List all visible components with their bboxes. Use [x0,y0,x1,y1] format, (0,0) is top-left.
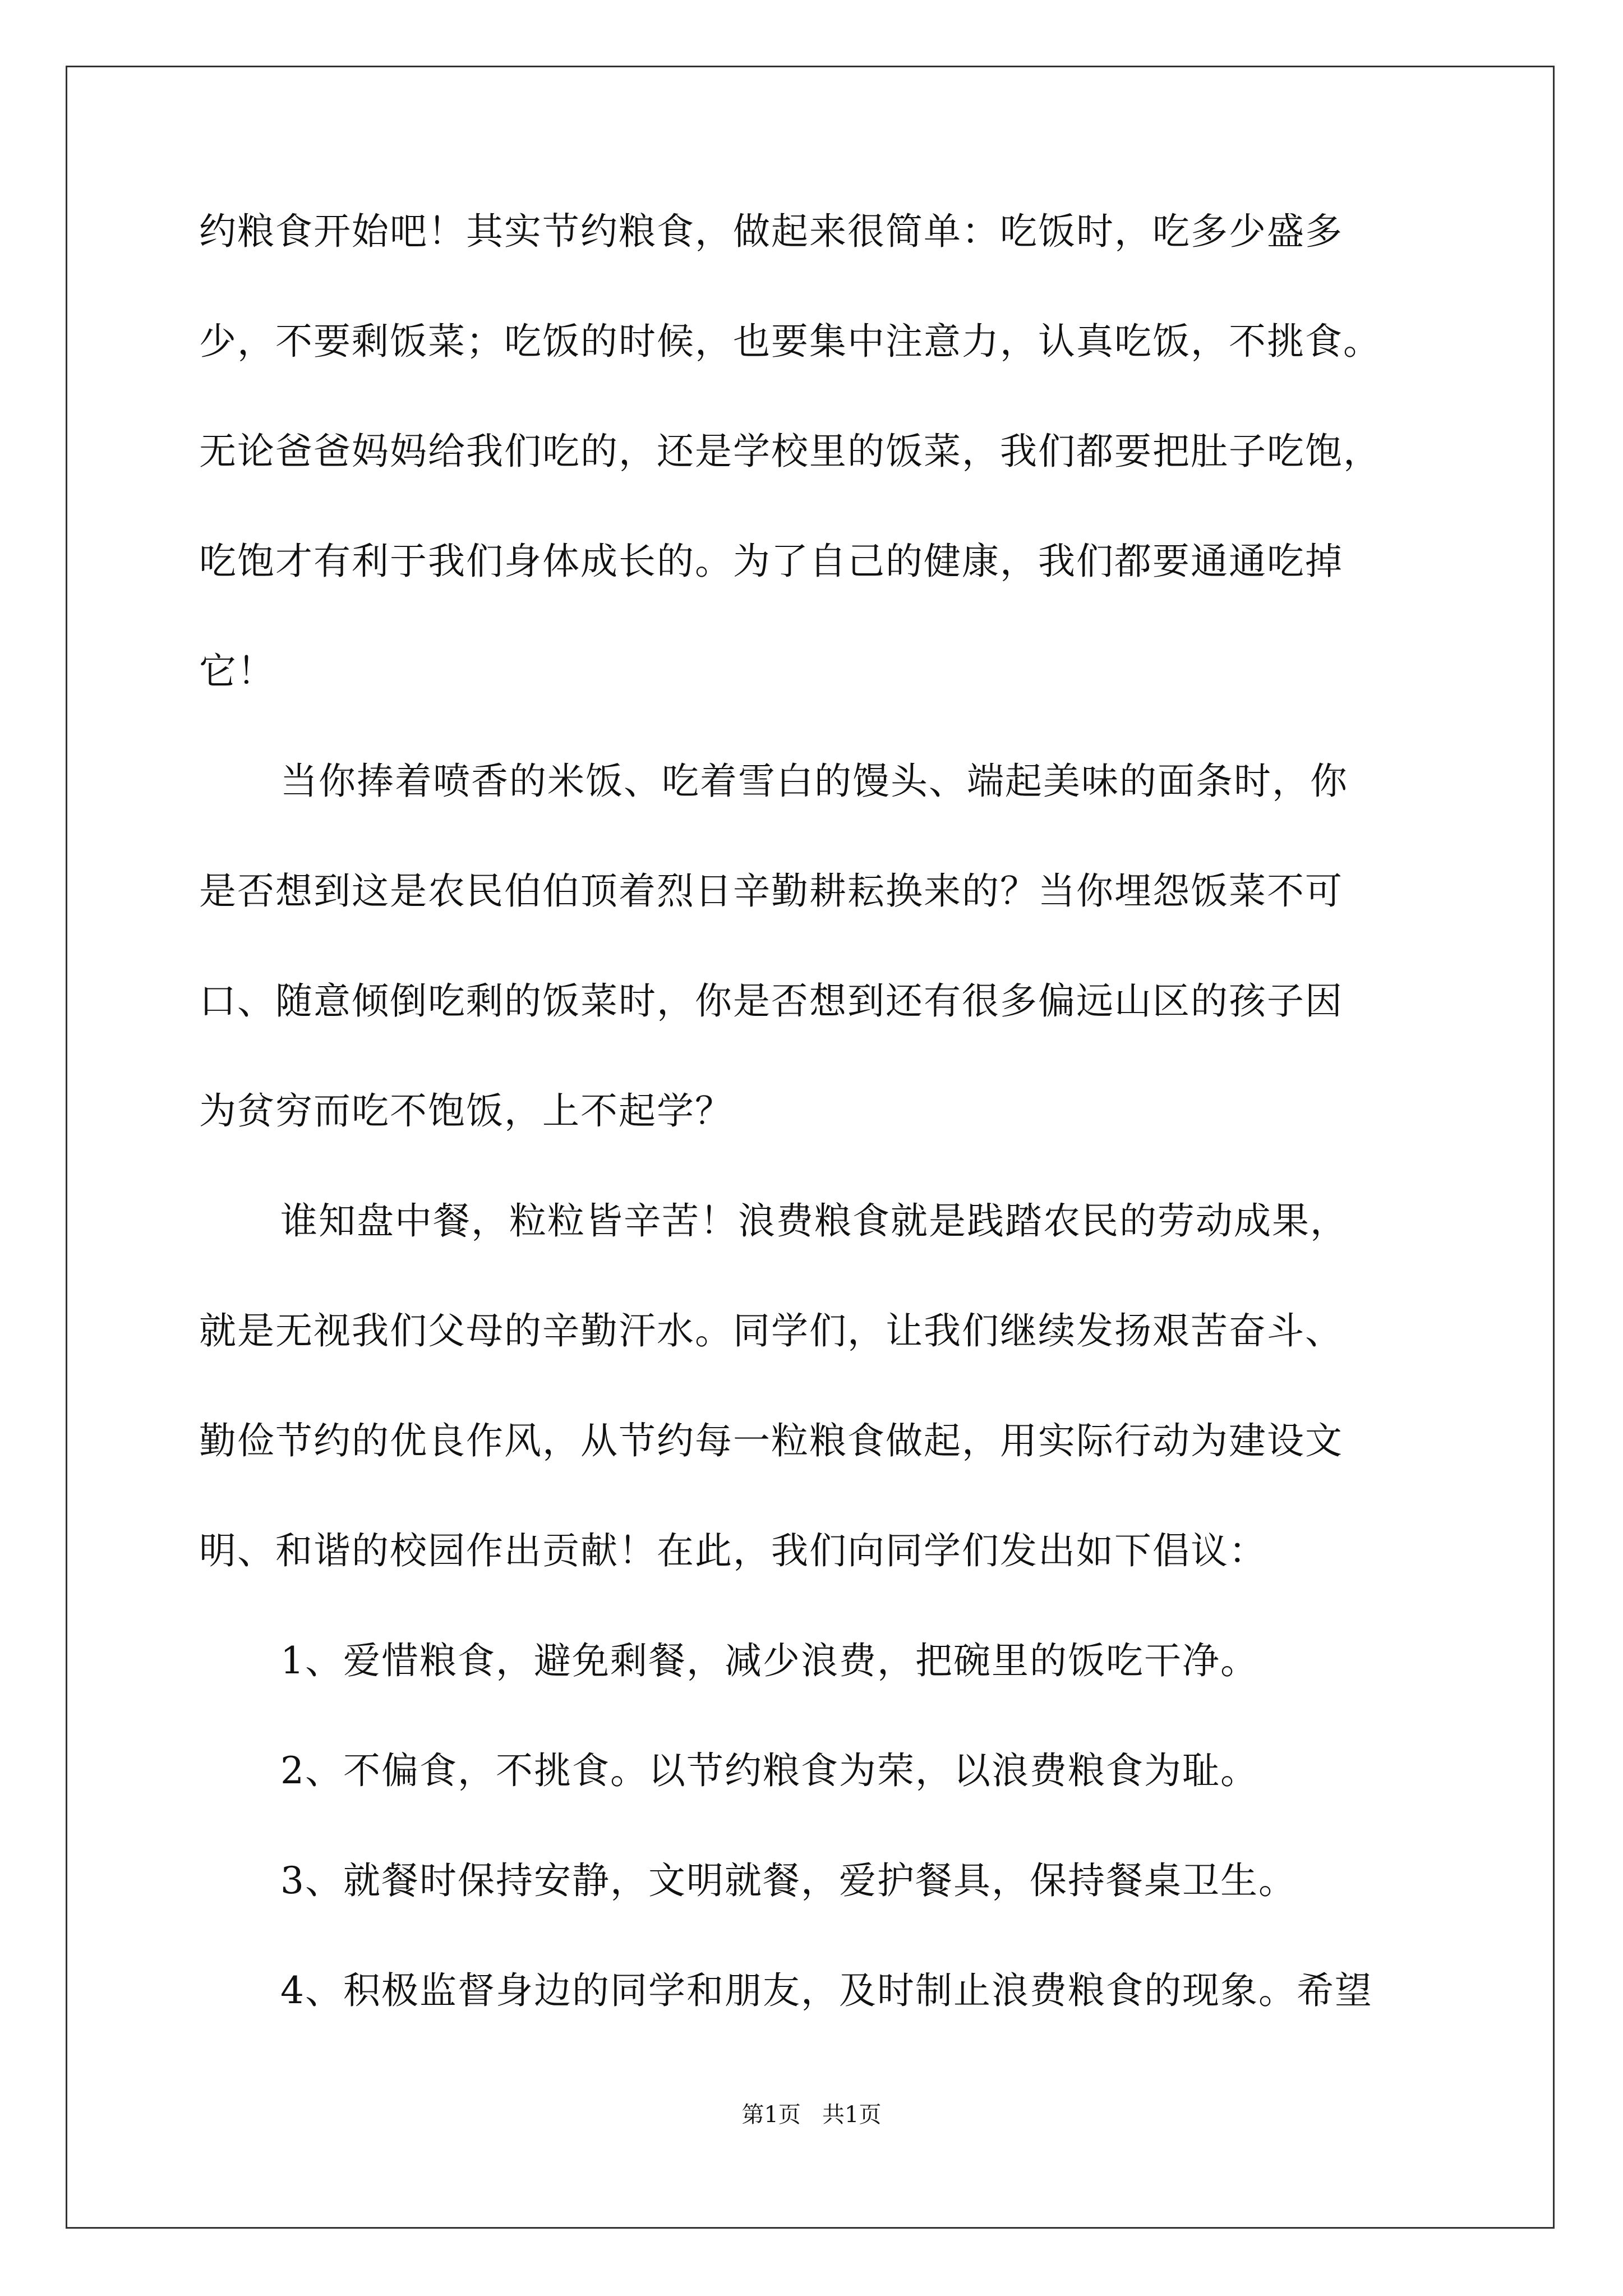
list-item: 3、就餐时保持安静，文明就餐，爱护餐具，保持餐桌卫生。 [280,1859,1297,1902]
text-line: 勤俭节约的优良作风，从节约每一粒粮食做起，用实际行动为建设文 [199,1419,1343,1462]
text-line: 就是无视我们父母的辛勤汗水。同学们，让我们继续发扬艰苦奋斗、 [199,1309,1343,1352]
paragraph-start-line: 当你捧着喷香的米饭、吃着雪白的馒头、端起美味的面条时，你 [280,760,1348,803]
list-item: 2、不偏食，不挑食。以节约粮食为荣，以浪费粮食为耻。 [280,1749,1258,1792]
list-item: 4、积极监督身边的同学和朋友，及时制止浪费粮食的现象。希望 [280,1969,1373,2012]
text-line: 它！ [199,650,275,693]
text-line: 为贫穷而吃不饱饭，上不起学？ [199,1089,733,1133]
text-line: 少，不要剩饭菜；吃饭的时候，也要集中注意力，认真吃饭，不挑食。 [199,320,1381,363]
text-line: 口、随意倾倒吃剩的饭菜时，你是否想到还有很多偏远山区的孩子因 [199,979,1343,1023]
text-line: 约粮食开始吧！其实节约粮食，做起来很简单：吃饭时，吃多少盛多 [199,210,1343,253]
text-line: 明、和谐的校园作出贡献！在此，我们向同学们发出如下倡议： [199,1529,1267,1572]
text-line: 是否想到这是农民伯伯顶着烈日辛勤耕耘换来的？当你埋怨饭菜不可 [199,869,1343,913]
paragraph-start-line: 谁知盘中餐，粒粒皆辛苦！浪费粮食就是践踏农民的劳动成果， [280,1199,1348,1243]
text-line: 吃饱才有利于我们身体成长的。为了自己的健康，我们都要通通吃掉 [199,540,1343,583]
text-line: 无论爸爸妈妈给我们吃的，还是学校里的饭菜，我们都要把肚子吃饱， [199,430,1381,473]
page-footer: 第1页 共1页 [741,2102,882,2128]
list-item: 1、爱惜粮食，避免剩餐，减少浪费，把碗里的饭吃干净。 [280,1639,1258,1682]
